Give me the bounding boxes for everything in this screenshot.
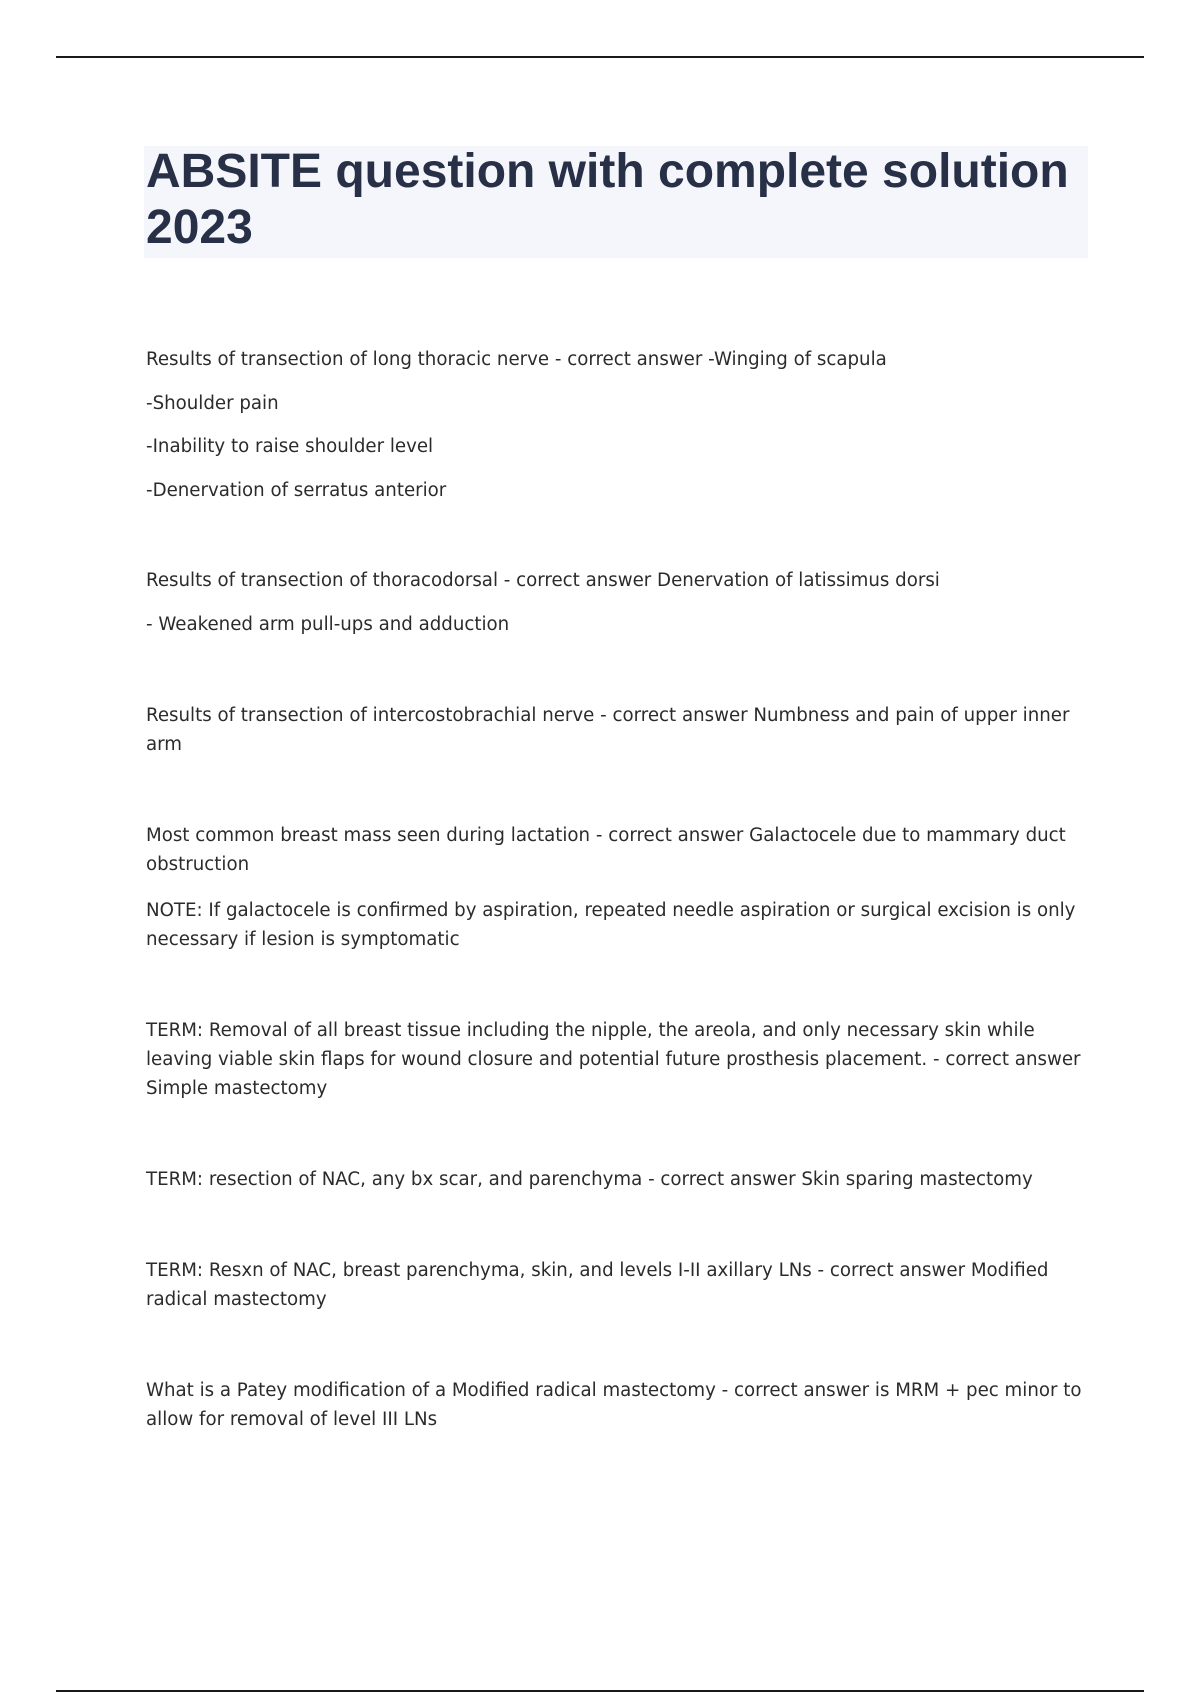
entry-1-sub-2: -Inability to raise shoulder level xyxy=(146,436,434,457)
entry-3-text: Results of transection of intercostobrachial nerve - correct answer Numbness and pain of upper inner arm xyxy=(146,705,1070,755)
bottom-rule xyxy=(56,1690,1144,1692)
entry-1-sub-3: -Denervation of serratus anterior xyxy=(146,480,447,501)
entry-7-text: TERM: Resxn of NAC, breast parenchyma, skin, and levels I-II axillary LNs - correct answer Modified radical mastectomy xyxy=(146,1260,1049,1310)
entry-1-text: Results of transection of long thoracic nerve - correct answer -Winging of scapula xyxy=(146,349,887,370)
entry-8-text: What is a Patey modification of a Modified radical mastectomy - correct answer is MRM + pec minor to allow for removal of level III LNs xyxy=(146,1380,1082,1430)
entry-2-text: Results of transection of thoracodorsal - correct answer Denervation of latissimus dorsi xyxy=(146,570,940,591)
entry-1-sub-1: -Shoulder pain xyxy=(146,393,279,414)
document-title: ABSITE question with complete solution 2023 xyxy=(146,145,1069,254)
entry-2-sub-1: - Weakened arm pull-ups and adduction xyxy=(146,614,510,635)
top-rule xyxy=(56,56,1144,58)
entry-5-text: TERM: Removal of all breast tissue including the nipple, the areola, and only necessary skin while leaving viable skin flaps for wound closure and potential future prosthesis placement. - correct answer Simple mastectomy xyxy=(146,1020,1081,1099)
entry-6-text: TERM: resection of NAC, any bx scar, and parenchyma - correct answer Skin sparing mastectomy xyxy=(146,1169,1033,1190)
entry-4-sub-1: NOTE: If galactocele is confirmed by aspiration, repeated needle aspiration or surgical excision is only necessary if lesion is symptomatic xyxy=(146,900,1076,950)
entry-4-text: Most common breast mass seen during lactation - correct answer Galactocele due to mammary duct obstruction xyxy=(146,825,1066,875)
document-body xyxy=(146,345,1091,1434)
